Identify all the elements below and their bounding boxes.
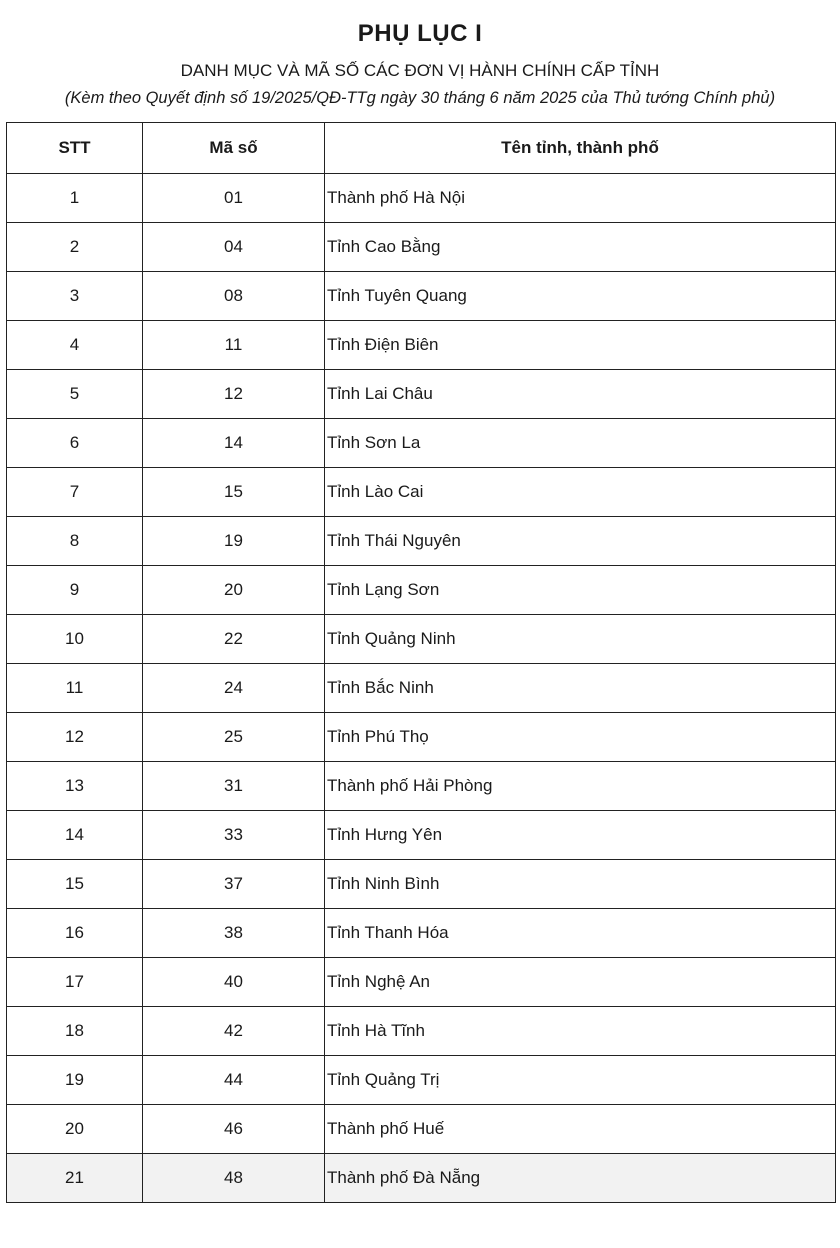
cell-code: 37 <box>143 860 325 909</box>
cell-code: 25 <box>143 713 325 762</box>
cell-name: Tỉnh Nghệ An <box>325 958 836 1007</box>
cell-stt: 9 <box>7 566 143 615</box>
cell-name: Tỉnh Sơn La <box>325 419 836 468</box>
cell-stt: 21 <box>7 1154 143 1203</box>
cell-name: Tỉnh Hà Tĩnh <box>325 1007 836 1056</box>
cell-code: 01 <box>143 174 325 223</box>
table-body <box>7 174 836 1203</box>
cell-stt: 6 <box>7 419 143 468</box>
column-header-stt: STT <box>7 123 143 174</box>
cell-stt: 14 <box>7 811 143 860</box>
cell-code: 33 <box>143 811 325 860</box>
cell-name: Tỉnh Lạng Sơn <box>325 566 836 615</box>
cell-code: 40 <box>143 958 325 1007</box>
table-row <box>7 272 836 321</box>
cell-code: 38 <box>143 909 325 958</box>
cell-stt: 17 <box>7 958 143 1007</box>
cell-stt: 4 <box>7 321 143 370</box>
table-row <box>7 1007 836 1056</box>
table-row <box>7 174 836 223</box>
table-row <box>7 1056 836 1105</box>
cell-name: Tỉnh Thái Nguyên <box>325 517 836 566</box>
cell-code: 48 <box>143 1154 325 1203</box>
table-row <box>7 321 836 370</box>
table-row <box>7 1105 836 1154</box>
cell-code: 31 <box>143 762 325 811</box>
cell-name: Tỉnh Điện Biên <box>325 321 836 370</box>
table-row <box>7 419 836 468</box>
page-subtitle: DANH MỤC VÀ MÃ SỐ CÁC ĐƠN VỊ HÀNH CHÍNH CẤP TỈNH <box>180 61 660 80</box>
cell-code: 04 <box>143 223 325 272</box>
column-header-code: Mã số <box>143 123 325 174</box>
cell-stt: 7 <box>7 468 143 517</box>
table-row <box>7 468 836 517</box>
cell-code: 44 <box>143 1056 325 1105</box>
cell-code: 11 <box>143 321 325 370</box>
cell-stt: 3 <box>7 272 143 321</box>
cell-name: Tỉnh Cao Bằng <box>325 223 836 272</box>
cell-name: Thành phố Đà Nẵng <box>325 1154 836 1203</box>
page-title: PHỤ LỤC I <box>357 20 483 47</box>
cell-stt: 19 <box>7 1056 143 1105</box>
cell-name: Tỉnh Quảng Trị <box>325 1056 836 1105</box>
cell-name: Tỉnh Hưng Yên <box>325 811 836 860</box>
cell-stt: 12 <box>7 713 143 762</box>
table-row <box>7 566 836 615</box>
decision-reference-note: (Kèm theo Quyết định số 19/2025/QĐ-TTg ngày 30 tháng 6 năm 2025 của Thủ tướng Chính phủ) <box>64 89 776 107</box>
cell-code: 12 <box>143 370 325 419</box>
cell-code: 46 <box>143 1105 325 1154</box>
cell-stt: 20 <box>7 1105 143 1154</box>
cell-name: Tỉnh Phú Thọ <box>325 713 836 762</box>
cell-name: Tỉnh Thanh Hóa <box>325 909 836 958</box>
table-row <box>7 1154 836 1203</box>
cell-stt: 18 <box>7 1007 143 1056</box>
cell-stt: 11 <box>7 664 143 713</box>
cell-name: Thành phố Hà Nội <box>325 174 836 223</box>
cell-code: 24 <box>143 664 325 713</box>
table-row <box>7 958 836 1007</box>
cell-stt: 10 <box>7 615 143 664</box>
cell-stt: 1 <box>7 174 143 223</box>
cell-code: 15 <box>143 468 325 517</box>
table-row <box>7 811 836 860</box>
cell-name: Tỉnh Lai Châu <box>325 370 836 419</box>
cell-code: 08 <box>143 272 325 321</box>
cell-code: 22 <box>143 615 325 664</box>
table-header-row <box>7 123 836 174</box>
cell-name: Tỉnh Ninh Bình <box>325 860 836 909</box>
table-row <box>7 370 836 419</box>
cell-code: 14 <box>143 419 325 468</box>
province-code-table <box>6 122 836 1203</box>
cell-name: Tỉnh Quảng Ninh <box>325 615 836 664</box>
table-row <box>7 223 836 272</box>
table-row <box>7 615 836 664</box>
cell-code: 20 <box>143 566 325 615</box>
column-header-name: Tên tỉnh, thành phố <box>325 123 836 174</box>
cell-code: 19 <box>143 517 325 566</box>
cell-code: 42 <box>143 1007 325 1056</box>
cell-stt: 8 <box>7 517 143 566</box>
table-row <box>7 713 836 762</box>
cell-name: Thành phố Huế <box>325 1105 836 1154</box>
cell-stt: 2 <box>7 223 143 272</box>
cell-stt: 5 <box>7 370 143 419</box>
cell-stt: 13 <box>7 762 143 811</box>
cell-name: Thành phố Hải Phòng <box>325 762 836 811</box>
table-row <box>7 517 836 566</box>
table-row <box>7 860 836 909</box>
cell-name: Tỉnh Bắc Ninh <box>325 664 836 713</box>
cell-name: Tỉnh Tuyên Quang <box>325 272 836 321</box>
table-row <box>7 909 836 958</box>
table-row <box>7 664 836 713</box>
cell-name: Tỉnh Lào Cai <box>325 468 836 517</box>
cell-stt: 15 <box>7 860 143 909</box>
cell-stt: 16 <box>7 909 143 958</box>
table-row <box>7 762 836 811</box>
